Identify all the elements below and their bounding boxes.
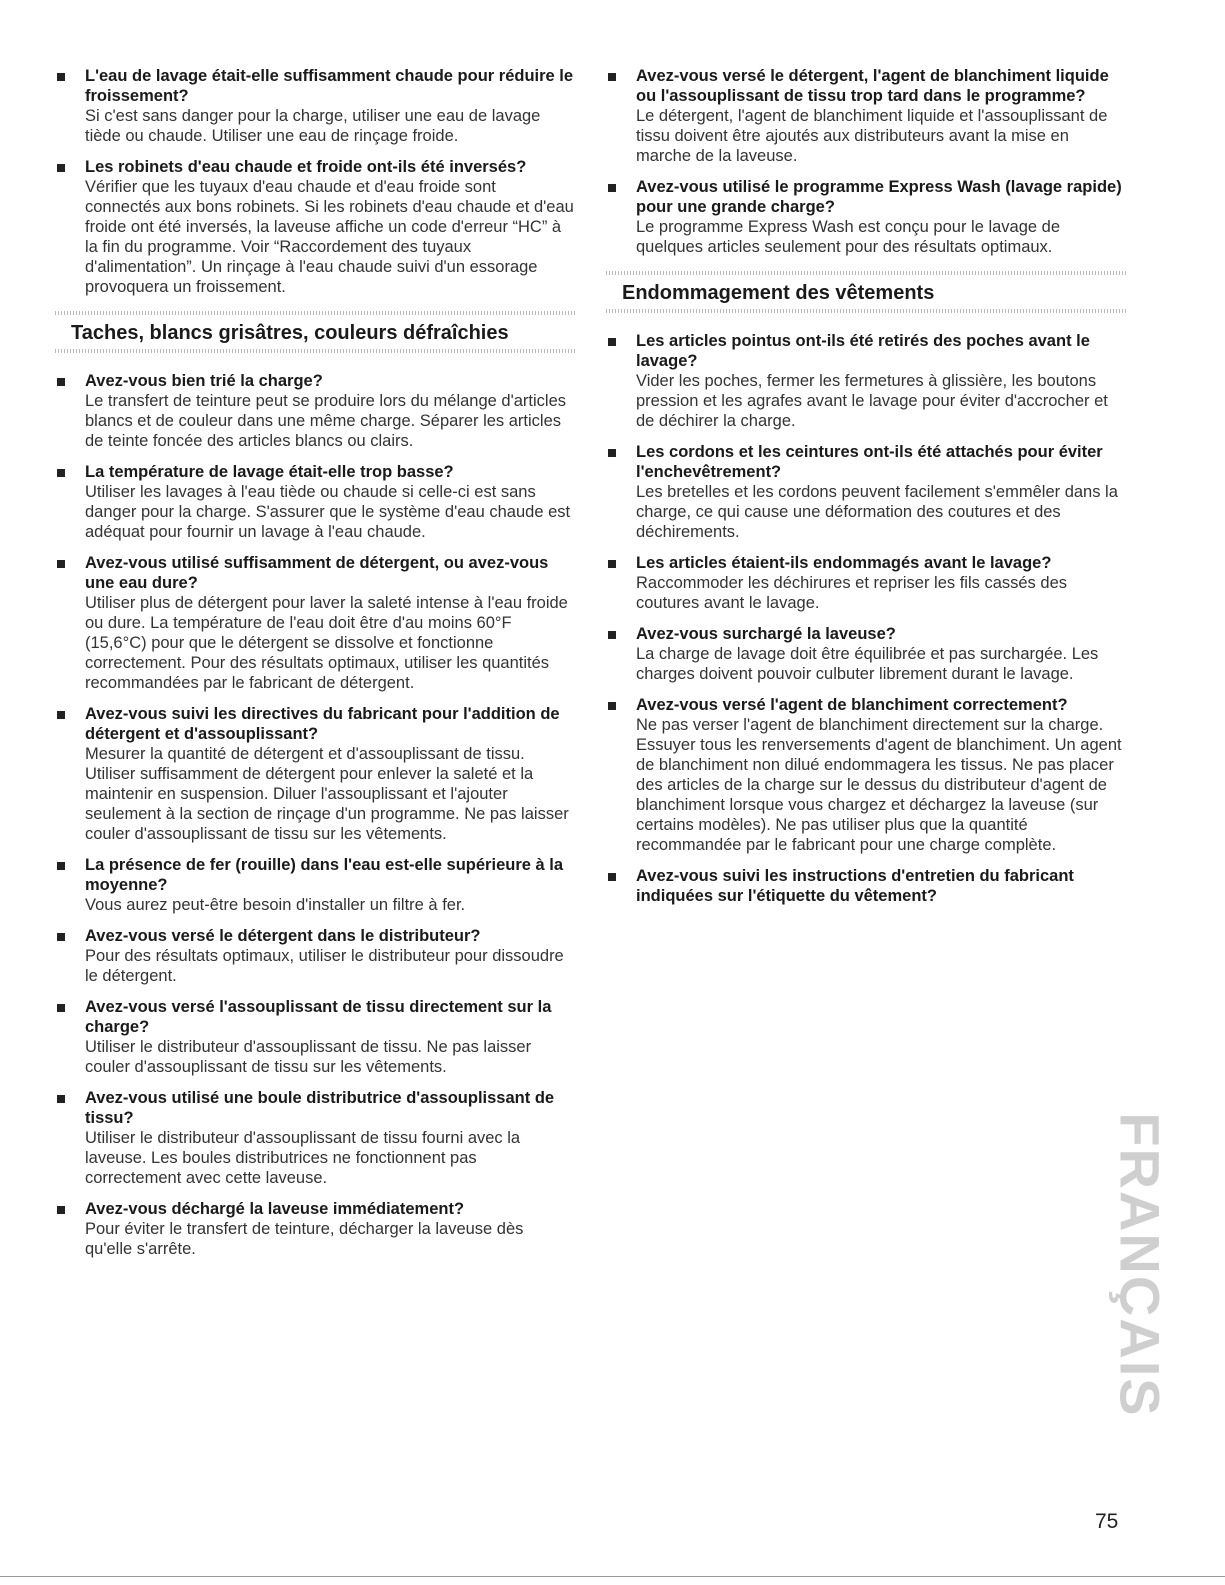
section-heading-damage — [606, 271, 1126, 313]
faq-item — [55, 997, 575, 1077]
faq-question: Avez-vous versé le détergent dans le distributeur? — [85, 927, 481, 945]
dotted-rule — [606, 271, 1126, 275]
faq-answer: Utiliser le distributeur d'assouplissant de tissu fourni avec la laveuse. Les boules distributrices ne fonctionnent pas correctement avec cette laveuse. — [85, 1129, 521, 1187]
square-bullet-icon — [608, 560, 616, 568]
faq-item — [55, 855, 575, 915]
faq-answer: Utiliser les lavages à l'eau tiède ou chaude si celle-ci est sans danger pour la charge. S'assurer que le système d'eau chaude est adéquat pour fournir un lavage à l'eau chaude. — [85, 483, 571, 541]
square-bullet-icon — [57, 469, 65, 477]
faq-answer: Vider les poches, fermer les fermetures à glissière, les boutons pression et les agrafes avant le lavage pour éviter d'accrocher et de déchirer la charge. — [636, 372, 1108, 430]
faq-answer: La charge de lavage doit être équilibrée et pas surchargée. Les charges doivent pouvoir culbuter librement durant le lavage. — [636, 645, 1099, 683]
faq-item — [606, 695, 1126, 855]
section-heading-text: Endommagement des vêtements — [622, 282, 935, 304]
square-bullet-icon — [608, 631, 616, 639]
square-bullet-icon — [608, 73, 616, 81]
page-number: 75 — [1095, 1510, 1119, 1533]
faq-question: Les articles étaient-ils endommagés avant le lavage? — [636, 554, 1052, 572]
faq-question: Avez-vous déchargé la laveuse immédiatement? — [85, 1200, 465, 1218]
faq-item — [55, 553, 575, 693]
square-bullet-icon — [57, 164, 65, 172]
faq-answer: Vous aurez peut-être besoin d'installer un filtre à fer. — [85, 896, 466, 914]
faq-item — [55, 66, 575, 146]
section-heading-text: Taches, blancs grisâtres, couleurs défraîchies — [71, 322, 509, 344]
faq-item — [55, 1199, 575, 1259]
faq-question: Avez-vous surchargé la laveuse? — [636, 625, 896, 643]
faq-answer: Mesurer la quantité de détergent et d'assouplissant de tissu. Utiliser suffisamment de détergent pour enlever la saleté et la maintenir en suspension. Diluer l'assouplissant et l'ajouter seulement à la section de rinçage d'un programme. Ne pas laisser couler d'assouplissant de tissu sur les vêtements. — [85, 745, 569, 843]
faq-item — [606, 331, 1126, 431]
faq-answer: Pour éviter le transfert de teinture, décharger la laveuse dès qu'elle s'arrête. — [85, 1220, 524, 1258]
right-column — [606, 66, 1126, 917]
square-bullet-icon — [608, 338, 616, 346]
dotted-rule — [606, 309, 1126, 313]
left-column — [55, 66, 575, 1270]
faq-answer: Le détergent, l'agent de blanchiment liquide et l'assouplissant de tissu doivent être ajoutés aux distributeurs avant la mise en marche de la laveuse. — [636, 107, 1108, 165]
faq-item — [606, 177, 1126, 257]
bottom-rule — [0, 1576, 1225, 1577]
faq-question: Les articles pointus ont-ils été retirés des poches avant le lavage? — [636, 332, 1090, 370]
faq-answer: Utiliser le distributeur d'assouplissant de tissu. Ne pas laisser couler d'assouplissant de tissu sur les vêtements. — [85, 1038, 532, 1076]
square-bullet-icon — [608, 449, 616, 457]
faq-question: Avez-vous utilisé le programme Express Wash (lavage rapide) pour une grande charge? — [636, 178, 1122, 216]
right-top-group — [606, 66, 1126, 257]
faq-item — [606, 624, 1126, 684]
faq-item — [606, 553, 1126, 613]
faq-item — [606, 866, 1126, 906]
language-side-label: FRANÇAIS — [1108, 1112, 1172, 1418]
faq-item — [55, 157, 575, 297]
faq-question: Avez-vous versé l'assouplissant de tissu directement sur la charge? — [85, 998, 552, 1036]
faq-question: Avez-vous bien trié la charge? — [85, 372, 323, 390]
section-heading-stains — [55, 311, 575, 353]
square-bullet-icon — [57, 378, 65, 386]
square-bullet-icon — [57, 73, 65, 81]
faq-question: Les cordons et les ceintures ont-ils été attachés pour éviter l'enchevêtrement? — [636, 443, 1103, 481]
faq-answer: Si c'est sans danger pour la charge, utiliser une eau de lavage tiède ou chaude. Utiliser une eau de rinçage froide. — [85, 107, 541, 145]
left-top-group — [55, 66, 575, 297]
faq-answer: Vérifier que les tuyaux d'eau chaude et d'eau froide sont connectés aux bons robinets. Si les robinets d'eau chaude et d'eau froide ont été inversés, la laveuse affiche un code d'erreur “HC” à la fin du programme. Voir “Raccordement des tuyaux d'alimentation”. Un rinçage à l'eau chaude suivi d'un essorage provoquera un froissement. — [85, 178, 574, 296]
square-bullet-icon — [608, 184, 616, 192]
faq-answer: Les bretelles et les cordons peuvent facilement s'emmêler dans la charge, ce qui cause une déformation des coutures et des déchirements. — [636, 483, 1118, 541]
square-bullet-icon — [57, 560, 65, 568]
square-bullet-icon — [57, 933, 65, 941]
square-bullet-icon — [57, 1206, 65, 1214]
square-bullet-icon — [608, 873, 616, 881]
faq-answer: Ne pas verser l'agent de blanchiment directement sur la charge. Essuyer tous les renversements d'agent de blanchiment. Un agent de blanchiment non dilué endommagera les tissus. Ne pas placer des articles de la charge sur le dessus du distributeur d'agent de blanchiment lorsque vous chargez et déchargez la laveuse (sur certains modèles). Ne pas utiliser plus que la quantité recommandée par le fabricant pour une charge complète. — [636, 716, 1122, 854]
faq-question: La présence de fer (rouille) dans l'eau est-elle supérieure à la moyenne? — [85, 856, 564, 894]
faq-answer: Pour des résultats optimaux, utiliser le distributeur pour dissoudre le détergent. — [85, 947, 564, 985]
faq-item — [606, 66, 1126, 166]
square-bullet-icon — [57, 1004, 65, 1012]
faq-item — [55, 1088, 575, 1188]
faq-question: Avez-vous suivi les instructions d'entretien du fabricant indiquées sur l'étiquette du vêtement? — [636, 867, 1074, 905]
faq-answer: Le transfert de teinture peut se produire lors du mélange d'articles blancs et de couleur dans une même charge. Séparer les articles de teinte foncée des articles blancs ou clairs. — [85, 392, 567, 450]
square-bullet-icon — [57, 711, 65, 719]
right-section-group — [606, 331, 1126, 906]
dotted-rule — [55, 311, 575, 315]
square-bullet-icon — [608, 702, 616, 710]
faq-answer: Utiliser plus de détergent pour laver la saleté intense à l'eau froide ou dure. La température de l'eau doit être d'au moins 60°F (15,6°C) pour que le détergent se dissolve et fonctionne correctement. Pour des résultats optimaux, utiliser les quantités recommandées par le fabricant de détergent. — [85, 594, 568, 692]
square-bullet-icon — [57, 862, 65, 870]
faq-question: Avez-vous versé l'agent de blanchiment correctement? — [636, 696, 1068, 714]
faq-question: Les robinets d'eau chaude et froide ont-ils été inversés? — [85, 158, 527, 176]
square-bullet-icon — [57, 1095, 65, 1103]
faq-question: Avez-vous utilisé suffisamment de détergent, ou avez-vous une eau dure? — [85, 554, 549, 592]
faq-item — [55, 704, 575, 844]
faq-answer: Raccommoder les déchirures et repriser les fils cassés des coutures avant le lavage. — [636, 574, 1067, 612]
faq-question: Avez-vous versé le détergent, l'agent de blanchiment liquide ou l'assouplissant de tissu trop tard dans le programme? — [636, 67, 1109, 105]
faq-question: La température de lavage était-elle trop basse? — [85, 463, 454, 481]
faq-item — [55, 926, 575, 986]
faq-item — [55, 462, 575, 542]
faq-question: Avez-vous suivi les directives du fabricant pour l'addition de détergent et d'assouplissant? — [85, 705, 560, 743]
faq-item — [606, 442, 1126, 542]
faq-question: L'eau de lavage était-elle suffisamment chaude pour réduire le froissement? — [85, 67, 574, 105]
faq-answer: Le programme Express Wash est conçu pour le lavage de quelques articles seulement pour des résultats optimaux. — [636, 218, 1061, 256]
faq-item — [55, 371, 575, 451]
left-section-group — [55, 371, 575, 1259]
dotted-rule — [55, 349, 575, 353]
faq-question: Avez-vous utilisé une boule distributrice d'assouplissant de tissu? — [85, 1089, 555, 1127]
